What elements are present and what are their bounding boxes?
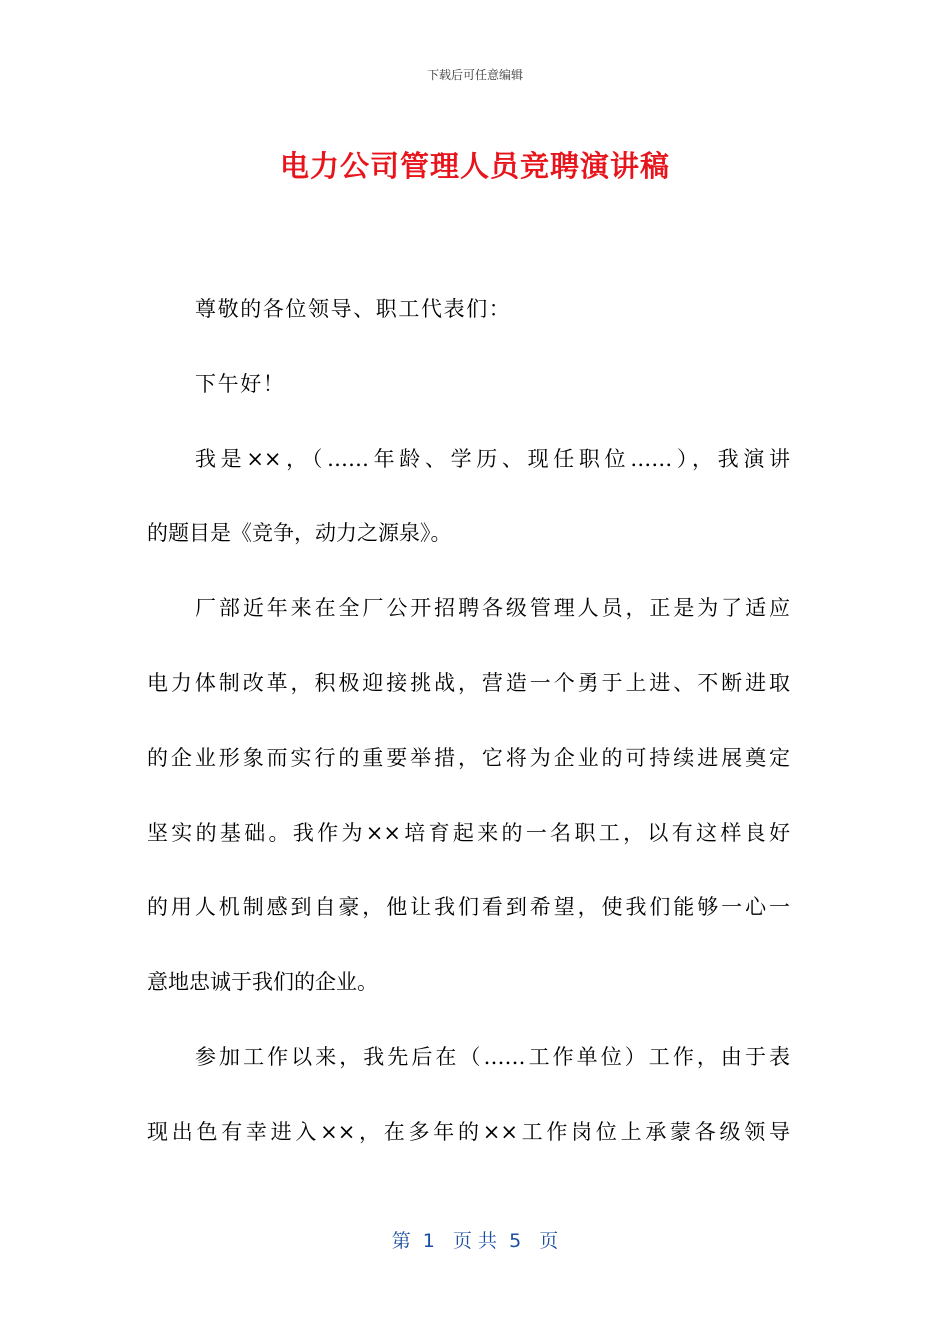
paragraph-line: 意地忠诚于我们的企业。	[147, 970, 378, 995]
document-title: 电力公司管理人员竞聘演讲稿	[279, 149, 670, 183]
paragraph-line: 我是××，（……年龄、学历、现任职位……），我演讲	[195, 446, 790, 471]
document-body	[147, 272, 790, 1170]
paragraph-line: 的用人机制感到自豪，他让我们看到希望，使我们能够一心一	[147, 895, 790, 920]
paragraph-line: 厂部近年来在全厂公开招聘各级管理人员，正是为了适应	[195, 596, 790, 621]
paragraph	[147, 347, 790, 422]
paragraph	[147, 1020, 790, 1170]
paragraph-line: 尊敬的各位领导、职工代表们：	[195, 297, 512, 321]
paragraph	[147, 571, 790, 1020]
header-note: 下载后可任意编辑	[426, 68, 523, 82]
paragraph	[147, 272, 790, 347]
paragraph-line: 电力体制改革，积极迎接挑战，营造一个勇于上进、不断进取	[147, 670, 790, 695]
paragraph-line: 的企业形象而实行的重要举措，它将为企业的可持续进展奠定	[147, 745, 790, 770]
paragraph-line: 参加工作以来，我先后在（……工作单位）工作，由于表	[195, 1044, 790, 1069]
page-number-footer: 第 1 页 共 5 页	[391, 1230, 559, 1252]
paragraph	[147, 422, 790, 572]
paragraph-line: 下午好！	[195, 371, 286, 396]
paragraph-line: 的题目是《竞争，动力之源泉》。	[147, 521, 452, 546]
paragraph-line: 现出色有幸进入××，在多年的××工作岗位上承蒙各级领导	[147, 1119, 790, 1144]
paragraph-line: 坚实的基础。我作为××培育起来的一名职工，以有这样良好	[147, 820, 790, 845]
